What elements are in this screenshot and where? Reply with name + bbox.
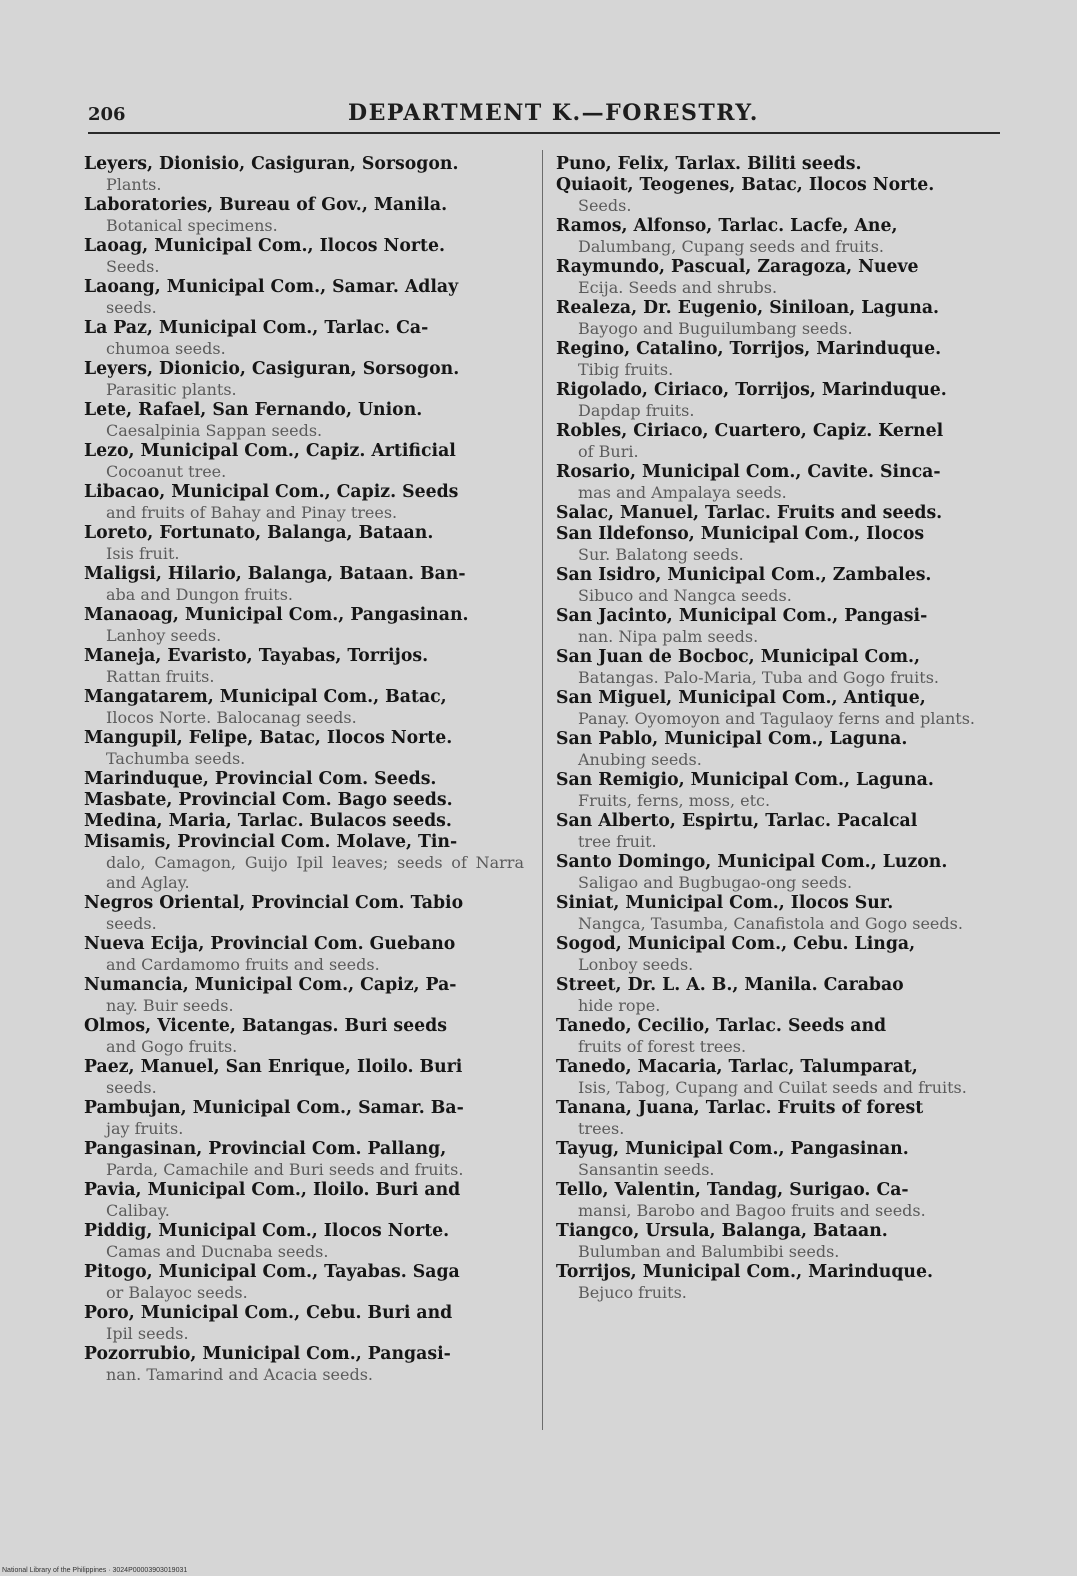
entry-name: Numancia, Municipal Com., Capiz, Pa- [84, 975, 457, 995]
directory-entry [84, 1221, 524, 1262]
entry-item: nay. Buir seeds. [106, 996, 234, 1015]
directory-entry [556, 339, 996, 380]
entry-item: Parda, Camachile and Buri seeds and fruits. [106, 1160, 464, 1179]
directory-entry [84, 1344, 524, 1385]
entry-name: Rosario, Municipal Com., Cavite. Sinca- [556, 462, 941, 482]
directory-entry [556, 729, 996, 770]
entry-item: aba and Dungon fruits. [106, 585, 293, 604]
entry-item: Lonboy seeds. [578, 955, 694, 974]
entry-name: San Alberto, Espirtu, Tarlac. Pacalcal [556, 811, 918, 831]
entry-name: Tayug, Municipal Com., Pangasinan. [556, 1139, 909, 1159]
directory-entry [84, 975, 524, 1016]
entry-name: Mangupil, Felipe, Batac, Ilocos Norte. [84, 728, 453, 748]
page-number: 206 [88, 104, 126, 125]
entry-item: jay fruits. [106, 1119, 184, 1138]
directory-entry [84, 195, 524, 236]
directory-entry [84, 1262, 524, 1303]
directory-entry [84, 646, 524, 687]
entry-name: Maligsi, Hilario, Balanga, Bataan. Ban- [84, 564, 466, 584]
directory-entry [556, 1180, 996, 1221]
entry-item: Bulumban and Balumbibi seeds. [578, 1242, 840, 1261]
entry-name: Laoang, Municipal Com., Samar. Adlay [84, 277, 459, 297]
entry-name: Masbate, Provincial Com. Bago seeds. [84, 790, 453, 810]
directory-entry [556, 1139, 996, 1180]
entry-name: Nueva Ecija, Provincial Com. Guebano [84, 934, 456, 954]
directory-entry [556, 1221, 996, 1262]
entry-name: Loreto, Fortunato, Balanga, Bataan. [84, 523, 434, 543]
entry-item: Ilocos Norte. Balocanag seeds. [106, 708, 357, 727]
entry-name: Pitogo, Municipal Com., Tayabas. Saga [84, 1262, 460, 1282]
entry-name: Medina, Maria, Tarlac. Bulacos seeds. [84, 811, 452, 831]
entry-item: and Gogo fruits. [106, 1037, 238, 1056]
entry-name: Mangatarem, Municipal Com., Batac, [84, 687, 447, 707]
entry-item: seeds. [106, 298, 157, 317]
entry-name: Pangasinan, Provincial Com. Pallang, [84, 1139, 447, 1159]
entry-item: and Cardamomo fruits and seeds. [106, 955, 380, 974]
directory-entry [84, 318, 524, 359]
entry-name: Tello, Valentin, Tandag, Surigao. Ca- [556, 1180, 909, 1200]
directory-entry [556, 462, 996, 503]
entry-item: nan. Tamarind and Acacia seeds. [106, 1365, 374, 1384]
entry-name: Olmos, Vicente, Batangas. Buri seeds [84, 1016, 447, 1036]
entry-item: Panay. Oyomoyon and Tagulaoy ferns and plants. [578, 709, 976, 728]
directory-entry [556, 524, 996, 565]
directory-entry [556, 893, 996, 934]
directory-entry [84, 893, 524, 934]
entry-item: Sibuco and Nangca seeds. [578, 586, 792, 605]
directory-entry [84, 1057, 524, 1098]
directory-entry [84, 154, 524, 195]
entry-item: seeds. [106, 914, 157, 933]
directory-entry [556, 175, 996, 216]
entry-item: Caesalpinia Sappan seeds. [106, 421, 323, 440]
directory-entry [84, 441, 524, 482]
entry-item: Isis, Tabog, Cupang and Cuilat seeds and fruits. [578, 1078, 967, 1097]
entry-name: Poro, Municipal Com., Cebu. Buri and [84, 1303, 453, 1323]
directory-entry [556, 154, 996, 175]
entry-name: Maneja, Evaristo, Tayabas, Torrijos. [84, 646, 429, 666]
directory-entry [556, 421, 996, 462]
entry-item: Seeds. [106, 257, 160, 276]
entry-item: Tachumba seeds. [106, 749, 246, 768]
directory-entry [556, 770, 996, 811]
directory-entry [84, 832, 524, 893]
directory-entry [84, 790, 524, 811]
directory-entry [556, 565, 996, 606]
entry-item: Botanical specimens. [106, 216, 278, 235]
running-title: DEPARTMENT K.—FORESTRY. [348, 100, 759, 126]
directory-entry [556, 852, 996, 893]
entry-item: Calibay. [106, 1201, 170, 1220]
entry-item: Dalumbang, Cupang seeds and fruits. [578, 237, 884, 256]
entry-item: Lanhoy seeds. [106, 626, 222, 645]
entry-name: Leyers, Dionicio, Casiguran, Sorsogon. [84, 359, 460, 379]
entry-name: Sogod, Municipal Com., Cebu. Linga, [556, 934, 916, 954]
entry-name: Paez, Manuel, San Enrique, Iloilo. Buri [84, 1057, 463, 1077]
entry-name: Lezo, Municipal Com., Capiz. Artificial [84, 441, 456, 461]
entry-item: Ipil seeds. [106, 1324, 189, 1343]
entry-name: Tanedo, Macaria, Tarlac, Talumparat, [556, 1057, 918, 1077]
entry-item: nan. Nipa palm seeds. [578, 627, 759, 646]
directory-entry [84, 523, 524, 564]
entry-name: San Pablo, Municipal Com., Laguna. [556, 729, 908, 749]
entry-item: Nangca, Tasumba, Canafistola and Gogo seeds. [578, 914, 963, 933]
entry-name: San Jacinto, Municipal Com., Pangasi- [556, 606, 928, 626]
entry-name: Street, Dr. L. A. B., Manila. Carabao [556, 975, 904, 995]
header-rule [88, 132, 1000, 134]
directory-entry [84, 1098, 524, 1139]
entry-item: Batangas. Palo-Maria, Tuba and Gogo fruits. [578, 668, 939, 687]
entry-name: Marinduque, Provincial Com. Seeds. [84, 769, 437, 789]
column-divider [542, 150, 543, 1430]
directory-entry [84, 769, 524, 790]
entry-item: Bejuco fruits. [578, 1283, 687, 1302]
directory-entry [556, 1262, 996, 1303]
directory-entry [84, 687, 524, 728]
entry-item: Parasitic plants. [106, 380, 237, 399]
entry-name: Rigolado, Ciriaco, Torrijos, Marinduque. [556, 380, 947, 400]
entry-name: Lete, Rafael, San Fernando, Union. [84, 400, 423, 420]
entry-item: trees. [578, 1119, 625, 1138]
entry-name: Pambujan, Municipal Com., Samar. Ba- [84, 1098, 464, 1118]
entry-name: Tanedo, Cecilio, Tarlac. Seeds and [556, 1016, 887, 1036]
page-header [88, 100, 1000, 132]
entry-name: Laboratories, Bureau of Gov., Manila. [84, 195, 448, 215]
entry-name: Pavia, Municipal Com., Iloilo. Buri and [84, 1180, 461, 1200]
entry-item: Tibig fruits. [578, 360, 674, 379]
entry-item: tree fruit. [578, 832, 657, 851]
directory-entry [556, 811, 996, 852]
entry-name: Quiaoit, Teogenes, Batac, Ilocos Norte. [556, 175, 935, 195]
entry-item: mansi, Barobo and Bagoo fruits and seeds. [578, 1201, 926, 1220]
directory-entry [84, 1139, 524, 1180]
directory-entry [84, 1180, 524, 1221]
entry-item: Rattan fruits. [106, 667, 215, 686]
directory-entry [84, 934, 524, 975]
entry-name: Realeza, Dr. Eugenio, Siniloan, Laguna. [556, 298, 940, 318]
entry-item: Ecija. Seeds and shrubs. [578, 278, 778, 297]
entry-item: Isis fruit. [106, 544, 180, 563]
entry-name: Tiangco, Ursula, Balanga, Bataan. [556, 1221, 888, 1241]
entry-name: Siniat, Municipal Com., Ilocos Sur. [556, 893, 894, 913]
directory-entry [84, 1016, 524, 1057]
entry-item: of Buri. [578, 442, 639, 461]
entry-name: Robles, Ciriaco, Cuartero, Capiz. Kernel [556, 421, 944, 441]
directory-entry [556, 1098, 996, 1139]
entry-name: San Ildefonso, Municipal Com., Ilocos [556, 524, 925, 544]
entry-name: Salac, Manuel, Tarlac. Fruits and seeds. [556, 503, 943, 523]
entry-item: Cocoanut tree. [106, 462, 227, 481]
directory-entry [84, 236, 524, 277]
footer-credit: National Library of the Philippines · 3024P00003903019031 [2, 1567, 188, 1574]
directory-entry [556, 1016, 996, 1057]
entry-name: Torrijos, Municipal Com., Marinduque. [556, 1262, 933, 1282]
directory-entry [556, 688, 996, 729]
entry-item: chumoa seeds. [106, 339, 226, 358]
directory-entry [556, 647, 996, 688]
entry-name: Ramos, Alfonso, Tarlac. Lacfe, Ane, [556, 216, 898, 236]
directory-entry [84, 811, 524, 832]
entry-name: Manaoag, Municipal Com., Pangasinan. [84, 605, 469, 625]
entry-name: Tanana, Juana, Tarlac. Fruits of forest [556, 1098, 924, 1118]
entry-item: hide rope. [578, 996, 661, 1015]
right-column [556, 154, 996, 1303]
entry-name: Leyers, Dionisio, Casiguran, Sorsogon. [84, 154, 459, 174]
entry-item: Sansantin seeds. [578, 1160, 715, 1179]
entry-item: fruits of forest trees. [578, 1037, 747, 1056]
entry-item: Dapdap fruits. [578, 401, 695, 420]
entry-name: San Isidro, Municipal Com., Zambales. [556, 565, 932, 585]
entry-item: Plants. [106, 175, 162, 194]
directory-entry [84, 277, 524, 318]
entry-name: San Juan de Bocboc, Municipal Com., [556, 647, 921, 667]
entry-name: La Paz, Municipal Com., Tarlac. Ca- [84, 318, 429, 338]
entry-name: Raymundo, Pascual, Zaragoza, Nueve [556, 257, 919, 277]
entry-name: Laoag, Municipal Com., Ilocos Norte. [84, 236, 445, 256]
entry-name: Negros Oriental, Provincial Com. Tabio [84, 893, 464, 913]
entry-name: Santo Domingo, Municipal Com., Luzon. [556, 852, 948, 872]
entry-item: seeds. [106, 1078, 157, 1097]
entry-item: dalo, Camagon, Guijo Ipil leaves; seeds of Narra and Aglay. [106, 853, 524, 892]
directory-entry [84, 728, 524, 769]
entry-name: Puno, Felix, Tarlax. Biliti seeds. [556, 154, 862, 174]
entry-item: Saligao and Bugbugao-ong seeds. [578, 873, 853, 892]
directory-entry [556, 975, 996, 1016]
directory-entry [84, 482, 524, 523]
directory-entry [556, 1057, 996, 1098]
entry-item: mas and Ampalaya seeds. [578, 483, 787, 502]
directory-entry [84, 605, 524, 646]
left-column [84, 154, 524, 1385]
directory-entry [84, 564, 524, 605]
directory-entry [556, 606, 996, 647]
entry-item: and fruits of Bahay and Pinay trees. [106, 503, 398, 522]
entry-item: Fruits, ferns, moss, etc. [578, 791, 771, 810]
entry-item: Anubing seeds. [578, 750, 702, 769]
directory-entry [556, 380, 996, 421]
entry-name: San Miguel, Municipal Com., Antique, [556, 688, 926, 708]
directory-entry [84, 400, 524, 441]
directory-entry [556, 503, 996, 524]
directory-entry [84, 359, 524, 400]
entry-item: Camas and Ducnaba seeds. [106, 1242, 329, 1261]
entry-item: or Balayoc seeds. [106, 1283, 248, 1302]
directory-entry [556, 934, 996, 975]
entry-name: Regino, Catalino, Torrijos, Marinduque. [556, 339, 942, 359]
entry-item: Seeds. [578, 196, 632, 215]
entry-name: Pozorrubio, Municipal Com., Pangasi- [84, 1344, 451, 1364]
entry-name: Misamis, Provincial Com. Molave, Tin- [84, 832, 458, 852]
directory-entry [556, 216, 996, 257]
directory-entry [84, 1303, 524, 1344]
entry-name: Libacao, Municipal Com., Capiz. Seeds [84, 482, 459, 502]
entry-item: Bayogo and Buguilumbang seeds. [578, 319, 853, 338]
directory-entry [556, 298, 996, 339]
entry-name: Piddig, Municipal Com., Ilocos Norte. [84, 1221, 450, 1241]
entry-name: San Remigio, Municipal Com., Laguna. [556, 770, 934, 790]
entry-item: Sur. Balatong seeds. [578, 545, 744, 564]
directory-entry [556, 257, 996, 298]
